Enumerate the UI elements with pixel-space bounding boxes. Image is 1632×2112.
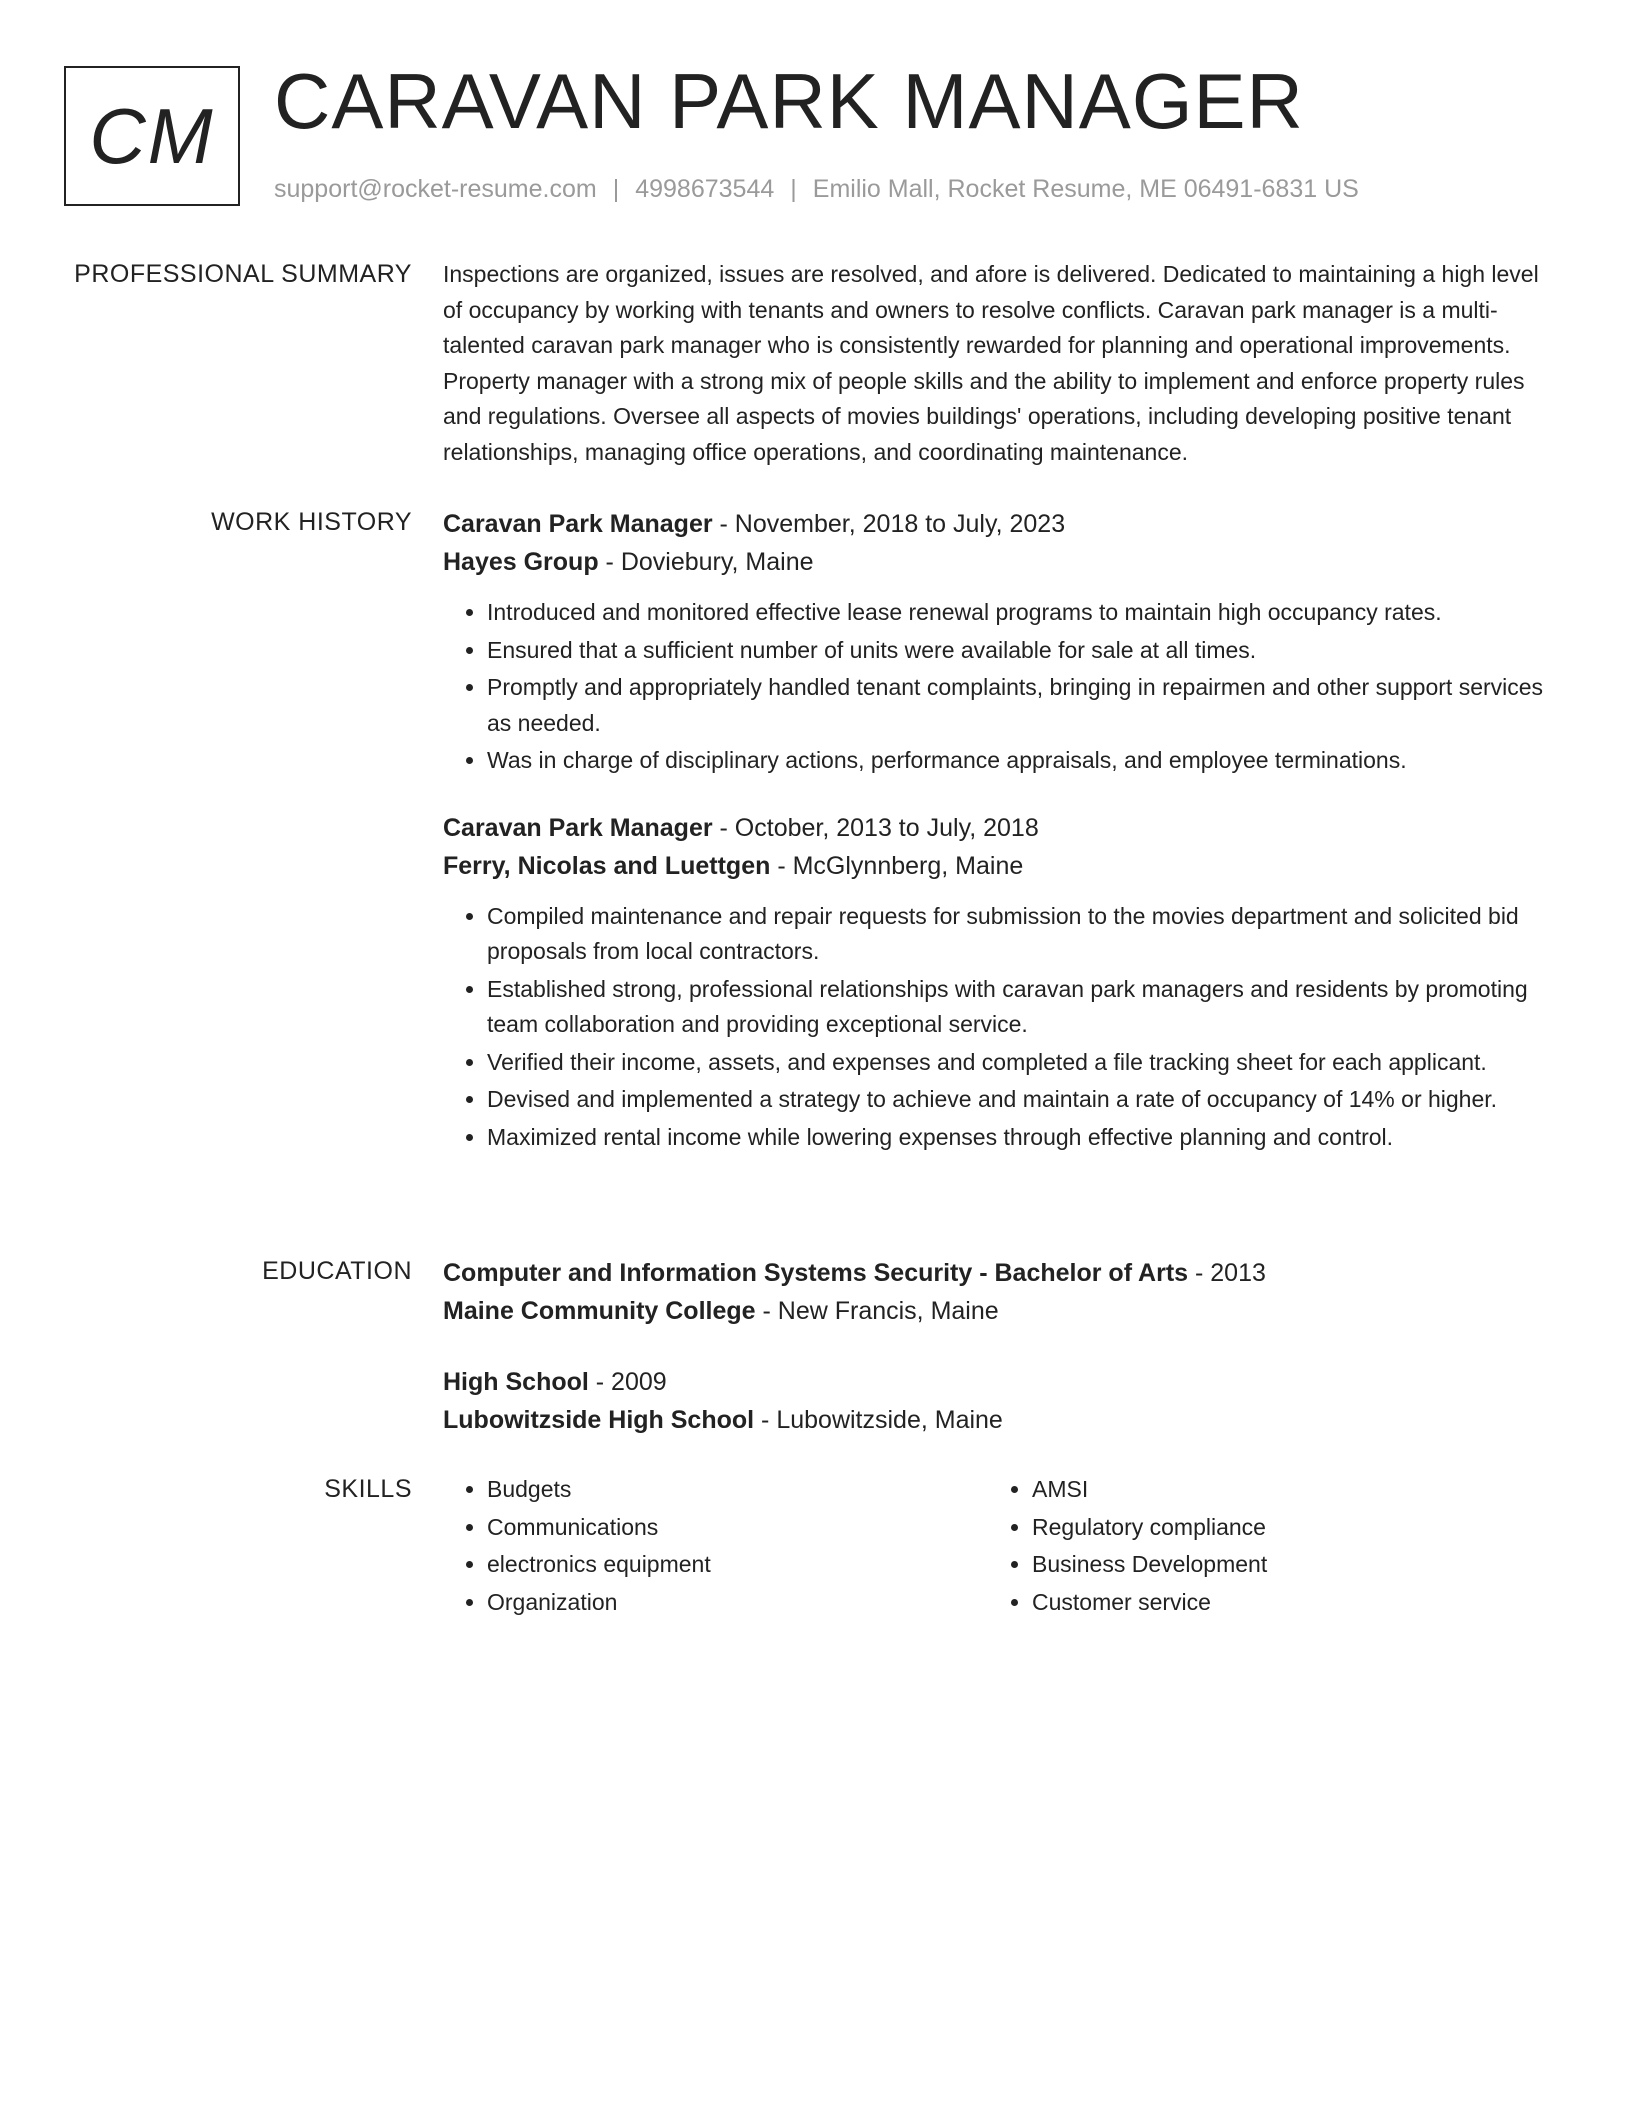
- skills-list: [443, 1472, 988, 1620]
- school-name: Maine Community College: [443, 1297, 756, 1325]
- degree-name: Computer and Information Systems Security - Bachelor of Arts: [443, 1259, 1189, 1287]
- section-label-education: EDUCATION: [262, 1257, 412, 1285]
- job-company: Ferry, Nicolas and Luettgen: [443, 851, 771, 880]
- list-item: • Established strong, professional relationships with caravan park managers and residents by promoting team collaboration and providing exceptional service.: [487, 972, 1553, 1043]
- skill-item: • Regulatory compliance: [1032, 1510, 1533, 1546]
- job-dates: - November, 2018 to July, 2023: [712, 510, 1066, 538]
- skills-body: [443, 1472, 1553, 1622]
- degree-name: High School: [443, 1368, 589, 1396]
- list-item: • Maximized rental income while lowering expenses through effective planning and control.: [487, 1120, 1553, 1156]
- job-title-line: [443, 505, 1553, 543]
- job-location: - Doviebury, Maine: [598, 548, 814, 576]
- skill-item: • Organization: [487, 1585, 988, 1621]
- skill-item: • AMSI: [1032, 1472, 1533, 1508]
- school-name: Lubowitzside High School: [443, 1406, 755, 1434]
- contact-separator: |: [790, 175, 797, 203]
- list-item: • Compiled maintenance and repair requests for submission to the movies department and solicited bid proposals from local contractors.: [487, 899, 1553, 970]
- section-label-skills: SKILLS: [324, 1475, 412, 1503]
- summary-text: Inspections are organized, issues are resolved, and afore is delivered. Dedicated to maintaining a high level of occupancy by working with tenants and owners to resolve conflicts. Caravan park manager is a multi-talented caravan park manager who is consistently rewarded for planning and operational improvements. Property manager with a strong mix of people skills and the ability to implement and enforce property rules and regulations. Oversee all aspects of movies buildings' operations, including developing positive tenant relationships, managing office operations, and coordinating maintenance.: [443, 261, 1539, 465]
- job-company-line: [443, 543, 1553, 581]
- school-line: [443, 1292, 1553, 1330]
- degree-line: [443, 1363, 1553, 1401]
- list-item: • Was in charge of disciplinary actions, performance appraisals, and employee terminations.: [487, 743, 1553, 779]
- summary-body: [443, 257, 1553, 470]
- job-entry: [443, 505, 1553, 779]
- contact-email: support@rocket-resume.com: [274, 175, 597, 203]
- resume-title: CARAVAN PARK MANAGER: [274, 57, 1304, 145]
- monogram-box: [64, 66, 240, 206]
- skills-column-right: [988, 1472, 1533, 1622]
- list-item: • Devised and implemented a strategy to achieve and maintain a rate of occupancy of 14% or higher.: [487, 1082, 1553, 1118]
- monogram-initials: CM: [89, 92, 215, 180]
- job-title: Caravan Park Manager: [443, 510, 713, 538]
- degree-line: [443, 1254, 1553, 1292]
- job-company-line: [443, 847, 1553, 885]
- degree-year: - 2009: [588, 1368, 667, 1396]
- school-location: - Lubowitzside, Maine: [754, 1406, 1003, 1434]
- list-item: • Promptly and appropriately handled tenant complaints, bringing in repairmen and other support services as needed.: [487, 670, 1553, 741]
- education-body: [443, 1254, 1553, 1439]
- list-item: • Introduced and monitored effective lease renewal programs to maintain high occupancy rates.: [487, 595, 1553, 631]
- job-bullets: [443, 899, 1553, 1156]
- job-title-line: [443, 809, 1553, 847]
- job-bullets: [443, 595, 1553, 779]
- work-history-body: [443, 505, 1553, 1157]
- job-title: Caravan Park Manager: [443, 813, 713, 842]
- job-company: Hayes Group: [443, 548, 599, 576]
- skills-grid: [443, 1472, 1553, 1622]
- skill-item: • Customer service: [1032, 1585, 1533, 1621]
- contact-line: [274, 172, 1359, 206]
- degree-year: - 2013: [1188, 1259, 1266, 1287]
- job-location: - McGlynnberg, Maine: [770, 851, 1024, 880]
- skills-list: [988, 1472, 1533, 1620]
- section-label-work-history: WORK HISTORY: [211, 508, 412, 536]
- education-entry: [443, 1254, 1553, 1330]
- skill-item: • Business Development: [1032, 1547, 1533, 1583]
- list-item: • Verified their income, assets, and expenses and completed a file tracking sheet for each applicant.: [487, 1045, 1553, 1081]
- skill-item: • Communications: [487, 1510, 988, 1546]
- school-location: - New Francis, Maine: [755, 1297, 999, 1325]
- contact-separator: |: [612, 175, 620, 203]
- job-entry: [443, 809, 1553, 1156]
- skills-column-left: [443, 1472, 988, 1622]
- contact-phone: 4998673544: [635, 175, 775, 203]
- skill-item: • Budgets: [487, 1472, 988, 1508]
- list-item: • Ensured that a sufficient number of units were available for sale at all times.: [487, 633, 1553, 669]
- school-line: [443, 1401, 1553, 1439]
- section-label-summary: PROFESSIONAL SUMMARY: [74, 260, 412, 288]
- skill-item: • electronics equipment: [487, 1547, 988, 1583]
- job-dates: - October, 2013 to July, 2018: [712, 813, 1039, 842]
- contact-address: Emilio Mall, Rocket Resume, ME 06491-6831 US: [812, 175, 1359, 203]
- education-entry: [443, 1363, 1553, 1439]
